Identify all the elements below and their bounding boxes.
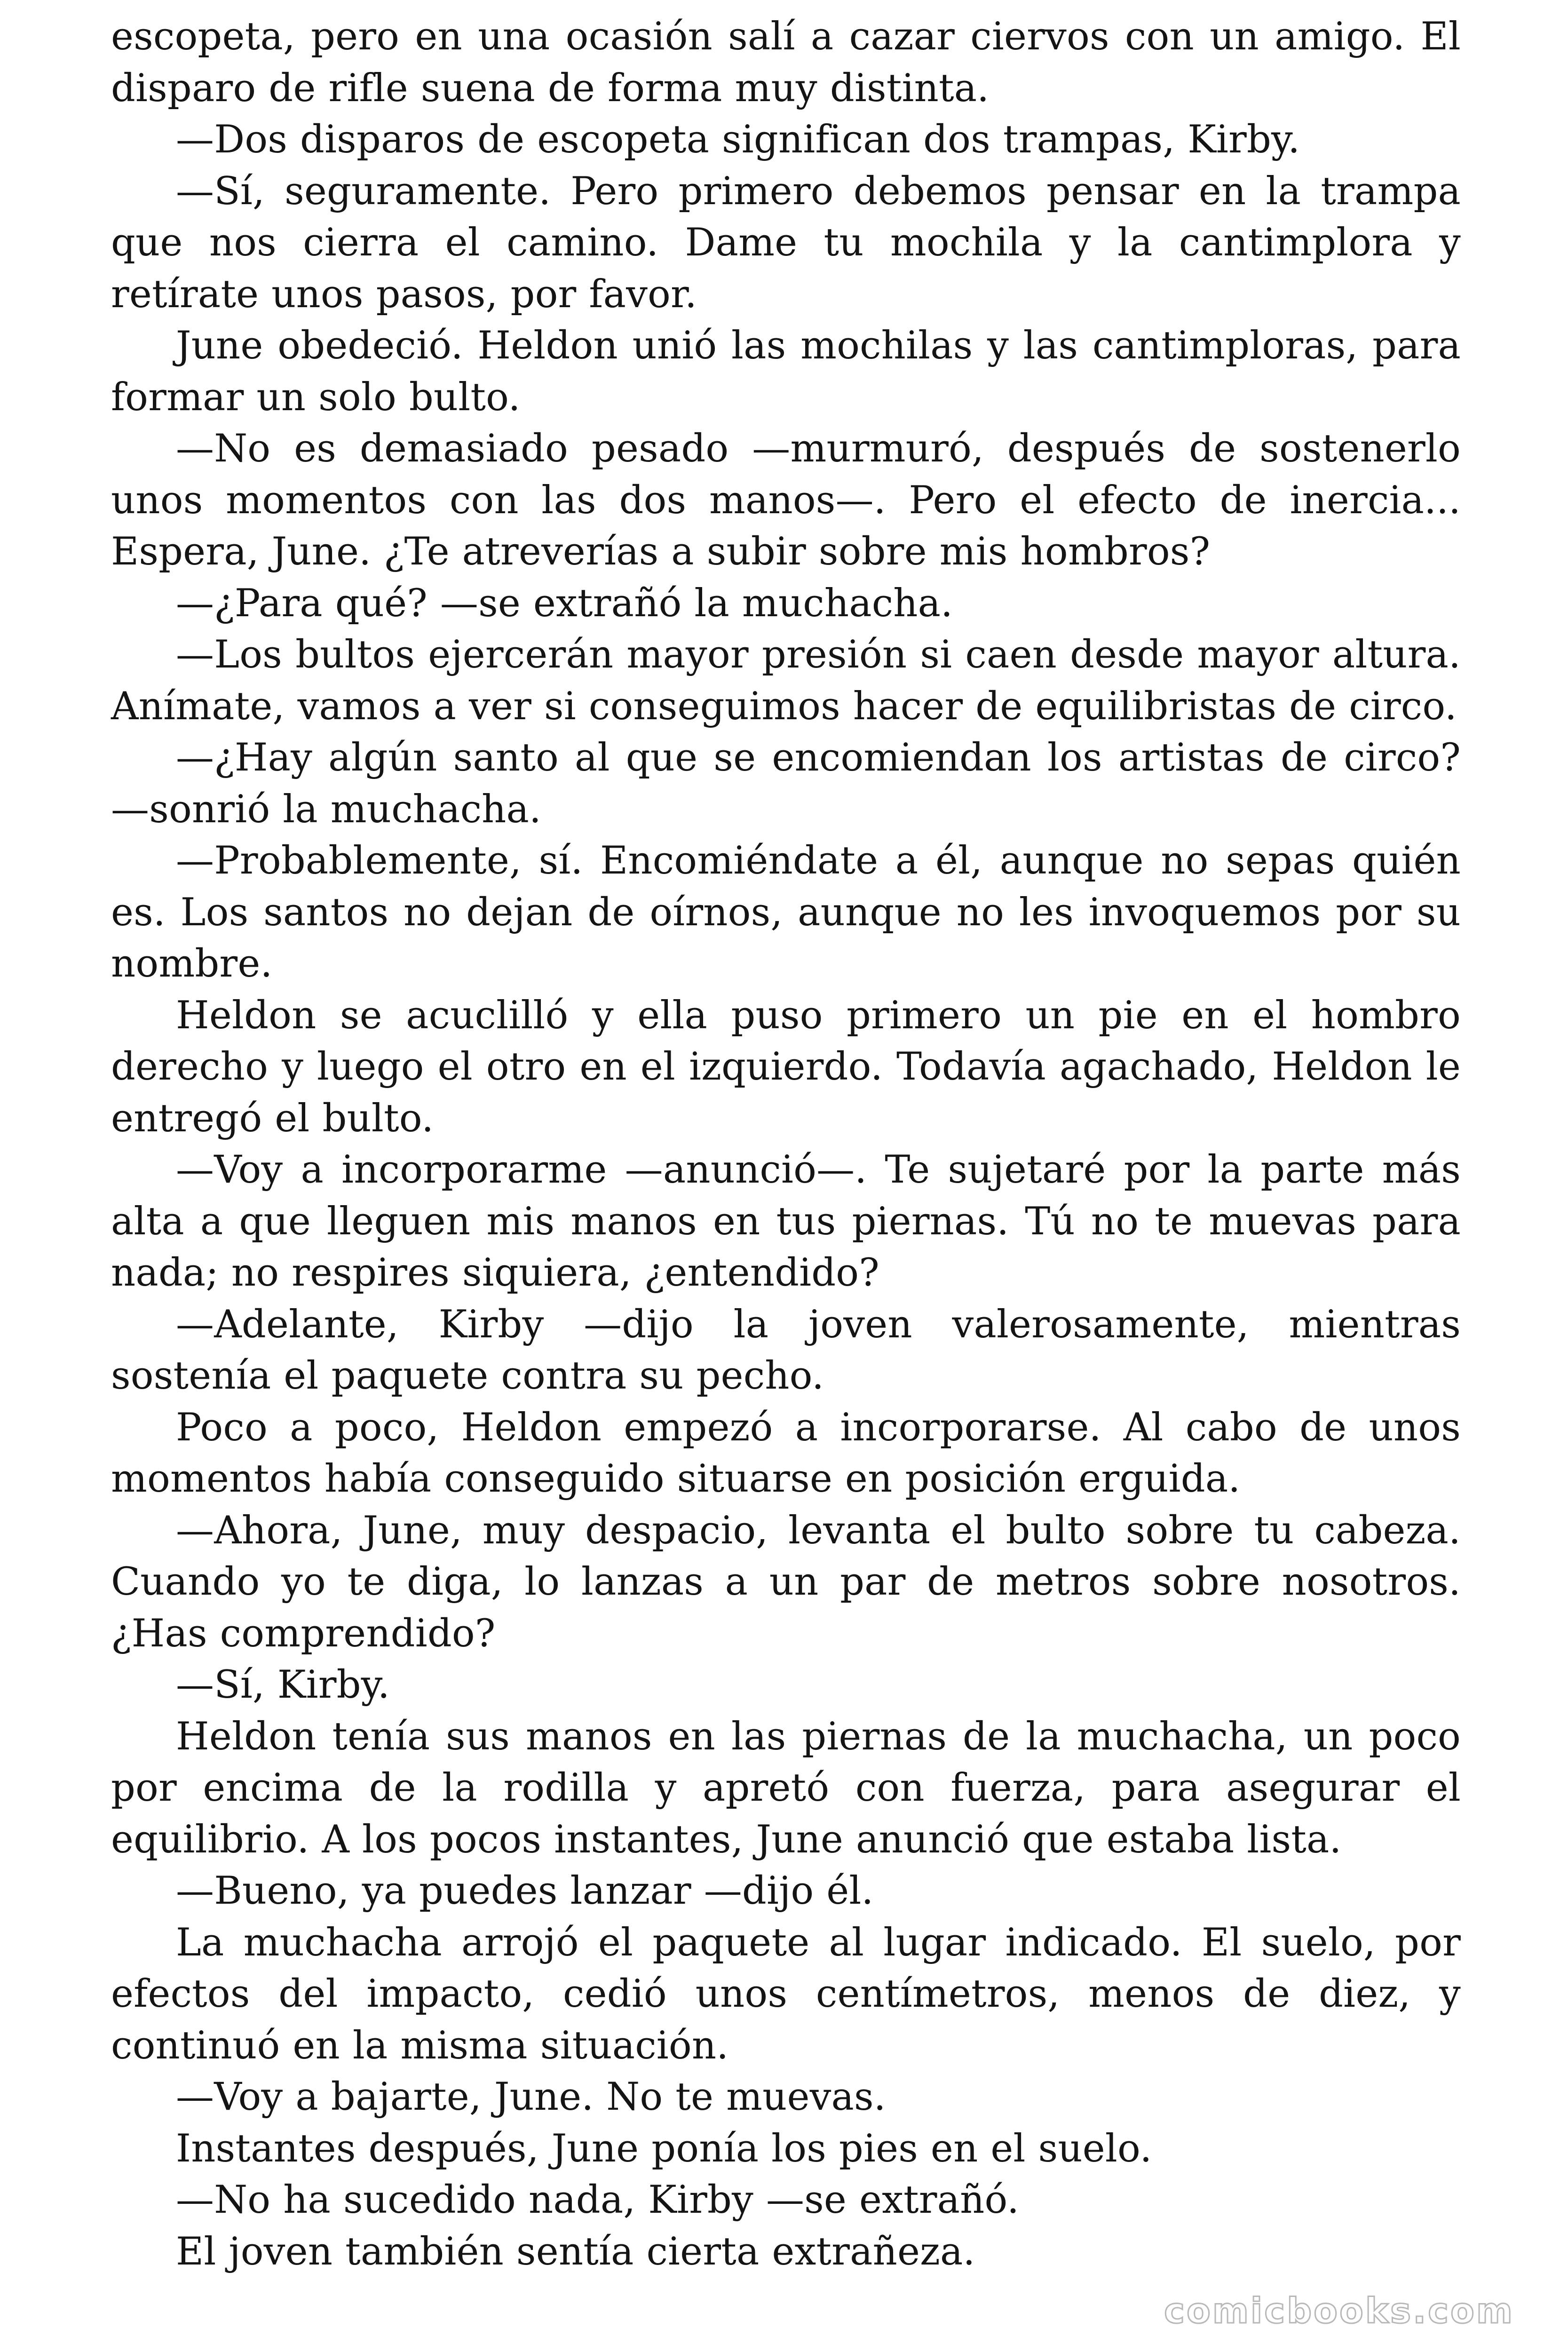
paragraph-7: —Los bultos ejercerán mayor presión si caen desde mayor altura. Anímate, vamos a ver si conseguimos hacer de equilibristas de circo. xyxy=(111,633,1461,729)
paragraph-2: —Dos disparos de escopeta significan dos trampas, Kirby. xyxy=(176,118,1300,162)
paragraph-15: —Sí, Kirby. xyxy=(176,1663,390,1707)
paragraph-12: —Adelante, Kirby —dijo la joven valerosamente, mientras sostenía el paquete contra su pecho. xyxy=(111,1302,1461,1398)
paragraph-17: —Bueno, ya puedes lanzar —dijo él. xyxy=(176,1869,874,1913)
paragraph-22: El joven también sentía cierta extrañeza. xyxy=(176,2229,975,2274)
paragraph-20: Instantes después, June ponía los pies en el suelo. xyxy=(176,2126,1152,2171)
paragraph-9: —Probablemente, sí. Encomiéndate a él, aunque no sepas quién es. Los santos no dejan de oírnos, aunque no les invoquemos por su nombre. xyxy=(111,839,1461,986)
paragraph-1: escopeta, pero en una ocasión salí a cazar ciervos con un amigo. El disparo de rifle suena de forma muy distinta. xyxy=(111,15,1461,111)
paragraph-4: June obedeció. Heldon unió las mochilas y las cantimploras, para formar un solo bulto. xyxy=(111,324,1461,420)
paragraph-18: La muchacha arrojó el paquete al lugar indicado. El suelo, por efectos del impacto, cedió unos centímetros, menos de diez, y continuó en la misma situación. xyxy=(111,1920,1461,2068)
paragraph-11: —Voy a incorporarme —anunció—. Te sujetaré por la parte más alta a que lleguen mis manos en tus piernas. Tú no te muevas para nada; no respires siquiera, ¿entendido? xyxy=(111,1148,1461,1295)
paragraph-8: —¿Hay algún santo al que se encomiendan los artistas de circo? —sonrió la muchacha. xyxy=(111,736,1461,832)
paragraph-3: —Sí, seguramente. Pero primero debemos pensar en la trampa que nos cierra el camino. Dame tu mochila y la cantimplora y retírate unos pasos, por favor. xyxy=(111,169,1461,317)
paragraph-13: Poco a poco, Heldon empezó a incorporarse. Al cabo de unos momentos había conseguido situarse en posición erguida. xyxy=(111,1405,1461,1501)
paragraph-6: —¿Para qué? —se extrañó la muchacha. xyxy=(176,581,953,626)
paragraph-21: —No ha sucedido nada, Kirby —se extrañó. xyxy=(176,2178,1020,2222)
paragraph-19: —Voy a bajarte, June. No te muevas. xyxy=(176,2075,886,2119)
page-body xyxy=(111,11,1461,2278)
paragraph-16: Heldon tenía sus manos en las piernas de la muchacha, un poco por encima de la rodilla y apretó con fuerza, para asegurar el equilibrio. A los pocos instantes, June anunció que estaba lista. xyxy=(111,1714,1461,1862)
paragraph-10: Heldon se acuclilló y ella puso primero un pie en el hombro derecho y luego el otro en el izquierdo. Todavía agachado, Heldon le entregó el bulto. xyxy=(111,993,1461,1141)
paragraph-14: —Ahora, June, muy despacio, levanta el bulto sobre tu cabeza. Cuando yo te diga, lo lanzas a un par de metros sobre nosotros. ¿Has comprendido? xyxy=(111,1508,1461,1656)
watermark-text: comicbooks.com xyxy=(1164,2291,1514,2331)
paragraph-5: —No es demasiado pesado —murmuró, después de sostenerlo unos momentos con las dos manos—. Pero el efecto de inercia... Espera, June. ¿Te atreverías a subir sobre mis hombros? xyxy=(111,427,1461,574)
